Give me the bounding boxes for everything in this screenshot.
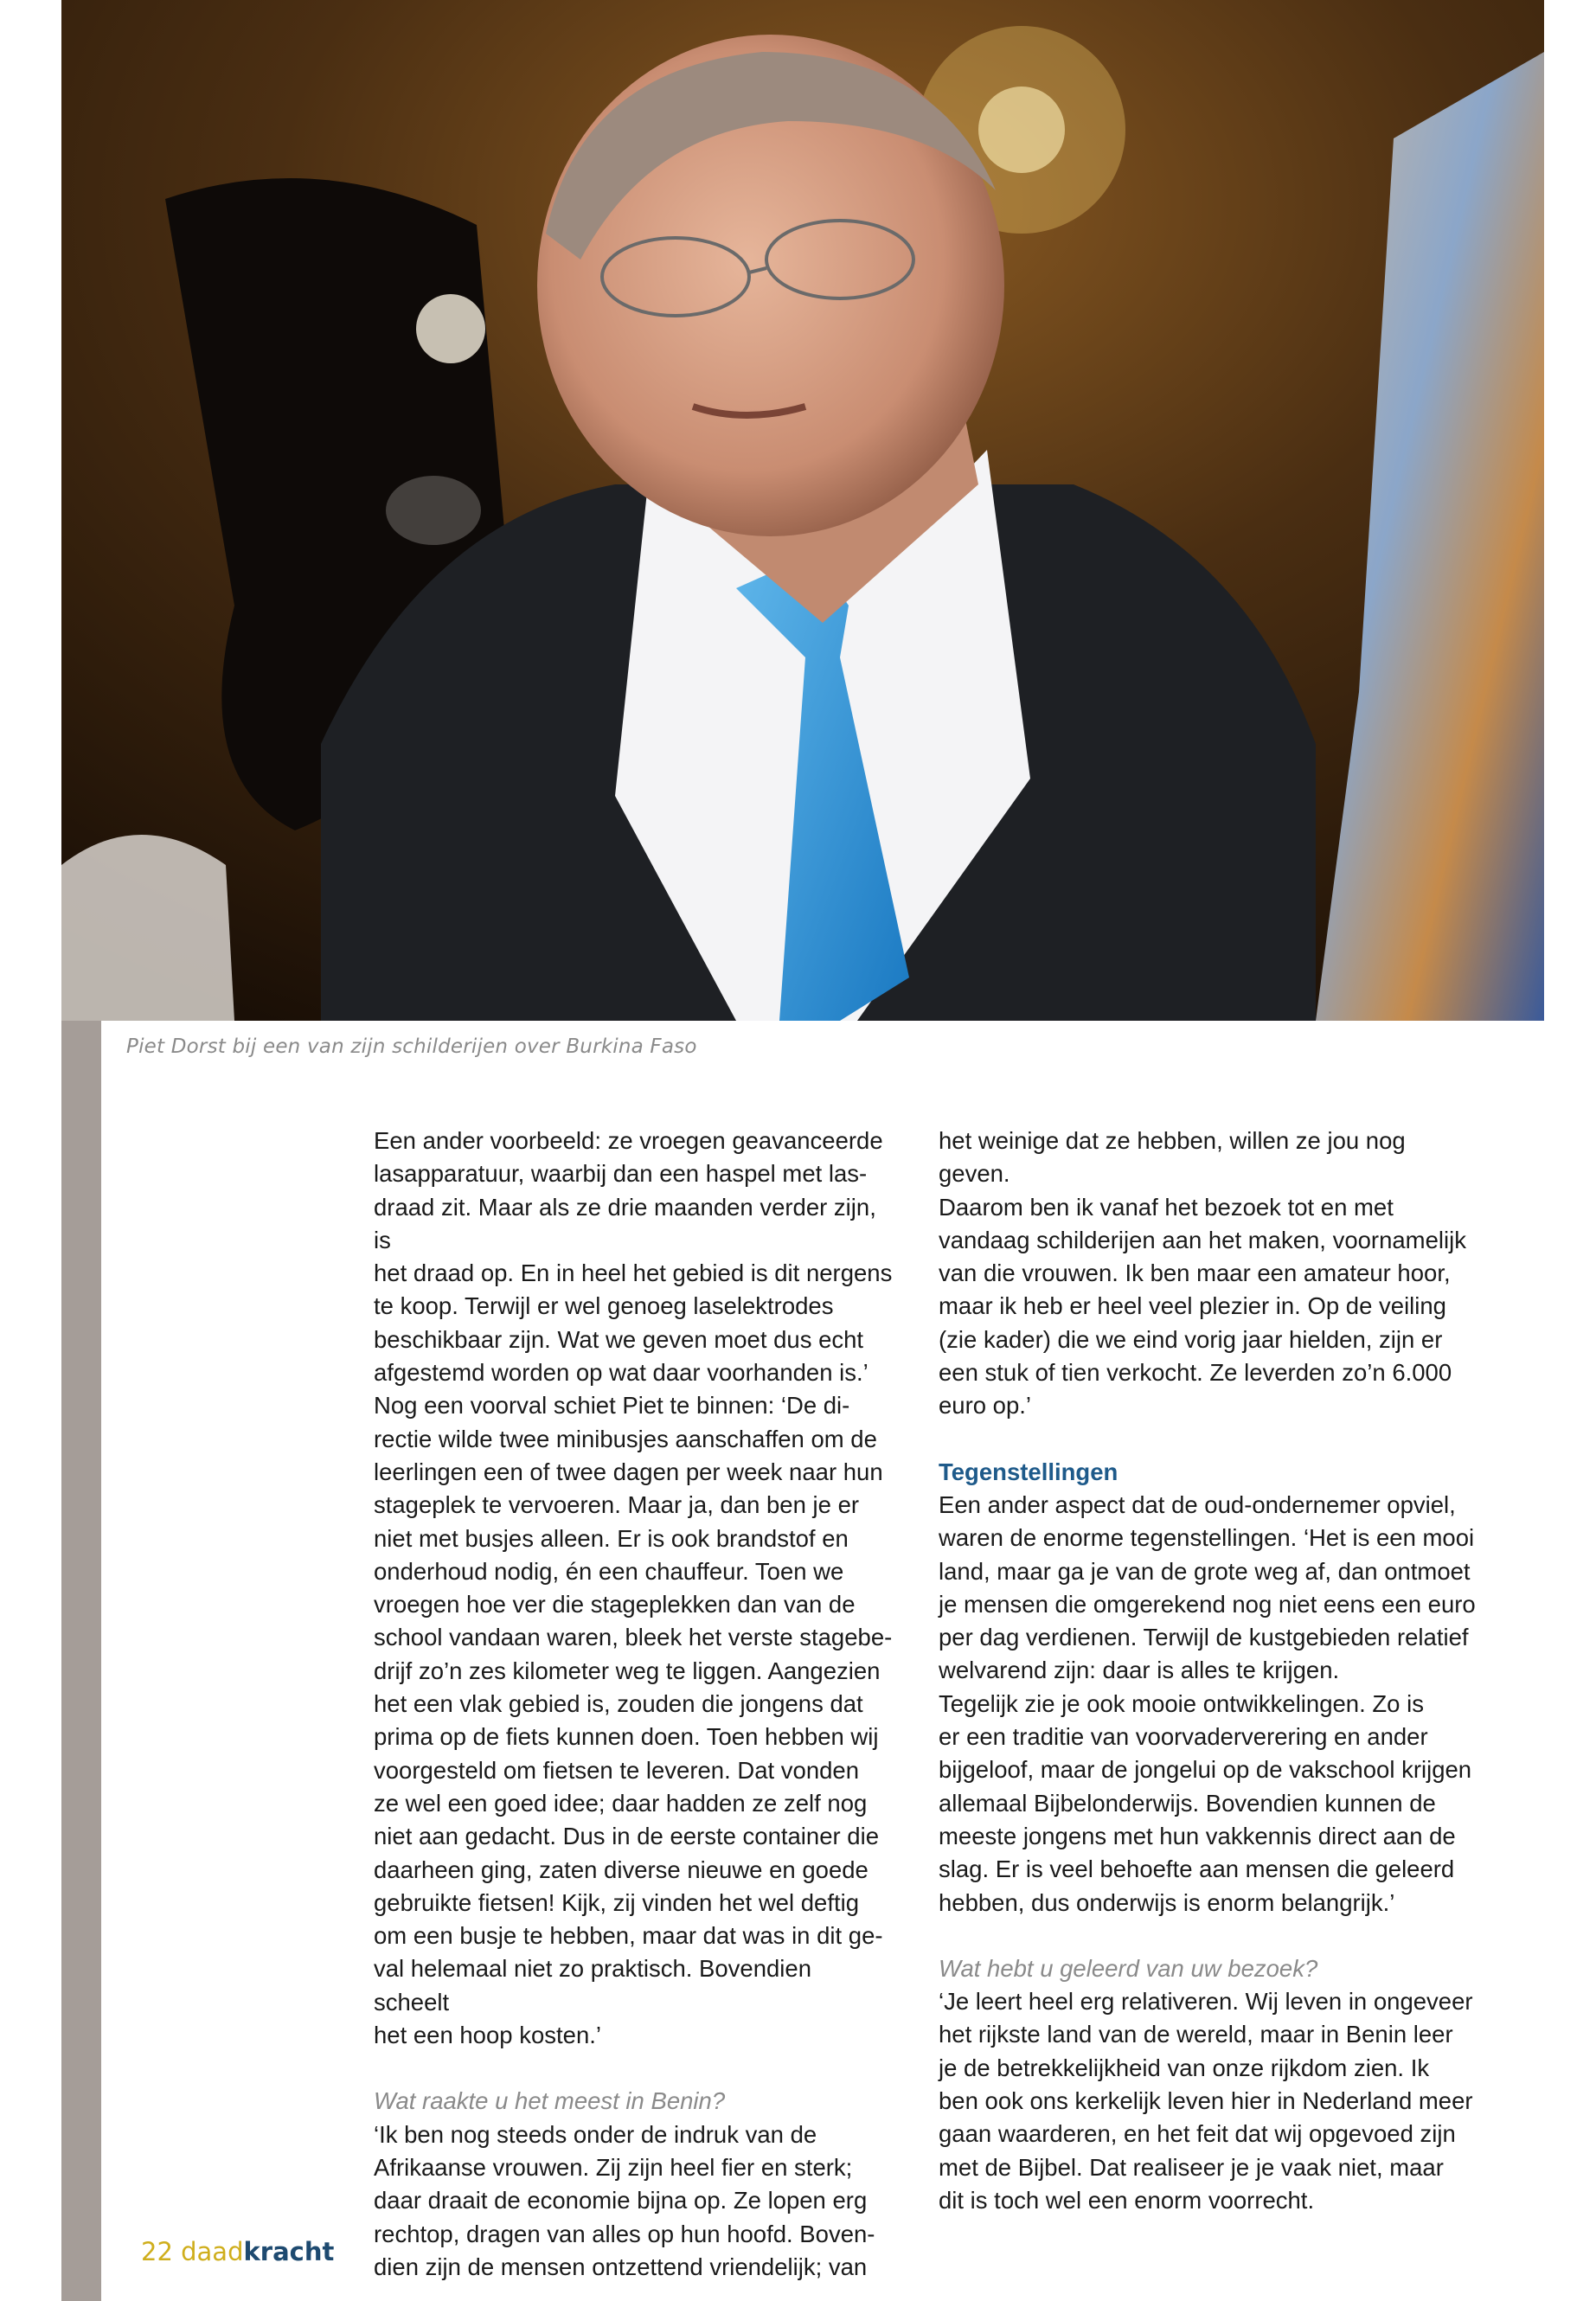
article-column-left — [374, 1125, 893, 2284]
magazine-name-part2: kracht — [243, 2237, 335, 2266]
page-footer — [141, 2237, 334, 2266]
body-paragraph: Een ander voorbeeld: ze vroegen geavanceerde lasapparatuur, waarbij dan een haspel met las- draad zit. Maar als ze drie maanden verder zijn, is het draad op. En in heel het gebied is dit nergens te koop. Terwijl er wel genoeg laselektrodes beschikbaar zijn. Wat we geven moet dus echt afgestemd worden op wat daar voorhanden is.’ Nog een voorval schiet Piet te binnen: ‘De di- rectie wilde twee minibusjes aanschaffen om de leerlingen een of twee dagen per week naar hun stageplek te vervoeren. Maar ja, dan ben je er niet met busjes alleen. Er is ook brandstof en onderhoud nodig, én een chauffeur. Toen we vroegen hoe ver die stageplekken dan van de school vandaan waren, bleek het verste stagebe- drijf zo’n zes kilometer weg te liggen. Aangezien het een vlak gebied is, zouden die jongens dat prima op de fiets kunnen doen. Toen hebben wij voorgesteld om fietsen te leveren. Dat vonden ze wel een goed idee; daar hadden ze zelf nog niet aan gedacht. Dus in de eerste container die daarheen ging, zaten diverse nieuwe en goede gebruikte fietsen! Kijk, zij vinden het wel deftig om een busje te hebben, maar dat was in dit ge- val helemaal niet zo praktisch. Bovendien scheelt het een hoop kosten.’ — [374, 1127, 893, 2049]
body-paragraph: ‘Ik ben nog steeds onder de indruk van de Afrikaanse vrouwen. Zij zijn heel fier en sterk; daar draait de economie bijna op. Ze lopen erg rechtop, dragen van alles op hun hoofd. Boven- dien zijn de mensen ontzettend vriendelijk; van — [374, 2120, 875, 2280]
section-heading: Tegenstellingen — [939, 1458, 1118, 1485]
body-paragraph: ‘Je leert heel erg relativeren. Wij leven in ongeveer het rijkste land van de wereld, maar in Benin leer je de betrekkelijkheid van onze rijkdom zien. Ik ben ook ons kerkelijk leven hier in Nederland meer gaan waarderen, en het feit dat wij opgevoed zijn met de Bijbel. Dat realiseer je je vaak niet, maar dit is toch wel een enorm voorrecht. — [939, 1988, 1473, 2214]
magazine-name-part1: daad — [181, 2237, 244, 2266]
interview-question: Wat hebt u geleerd van uw bezoek? — [939, 1954, 1318, 1982]
interview-question: Wat raakte u het meest in Benin? — [374, 2087, 726, 2115]
article-column-right — [939, 1125, 1492, 2217]
body-paragraph: Een ander aspect dat de oud-ondernemer opviel, waren de enorme tegenstellingen. ‘Het is een mooi land, maar ga je van de grote weg af, dan ontmoet je mensen die omgerekend nog niet eens een euro per dag verdienen. Terwijl de kustgebieden relatief welvarend zijn: daar is alles te krijgen. Tegelijk zie je ook mooie ontwikkelingen. Zo is er een traditie van voorvaderverering en ander bijgeloof, maar de jongelui op de vakschool krijgen allemaal Bijbelonderwijs. Bovendien kunnen de meeste jongens met hun vakkennis direct aan de slag. Er is veel behoefte aan mensen die geleerd hebben, dus onderwijs is enorm belangrijk.’ — [939, 1490, 1476, 1916]
photo-caption: Piet Dorst bij een van zijn schilderijen over Burkina Faso — [126, 1035, 697, 1058]
portrait-photo — [61, 0, 1544, 1021]
page-number: 22 — [141, 2237, 173, 2266]
body-paragraph: het weinige dat ze hebben, willen ze jou nog geven. Daarom ben ik vanaf het bezoek tot en met vandaag schilderijen aan het maken, voornamelijk van die vrouwen. Ik ben maar een amateur hoor, maar ik heb er heel veel plezier in. Op de veiling (zie kader) die we eind vorig jaar hielden, zijn er een stuk of tien verkocht. Ze leverden zo’n 6.000 euro op.’ — [939, 1127, 1466, 1420]
